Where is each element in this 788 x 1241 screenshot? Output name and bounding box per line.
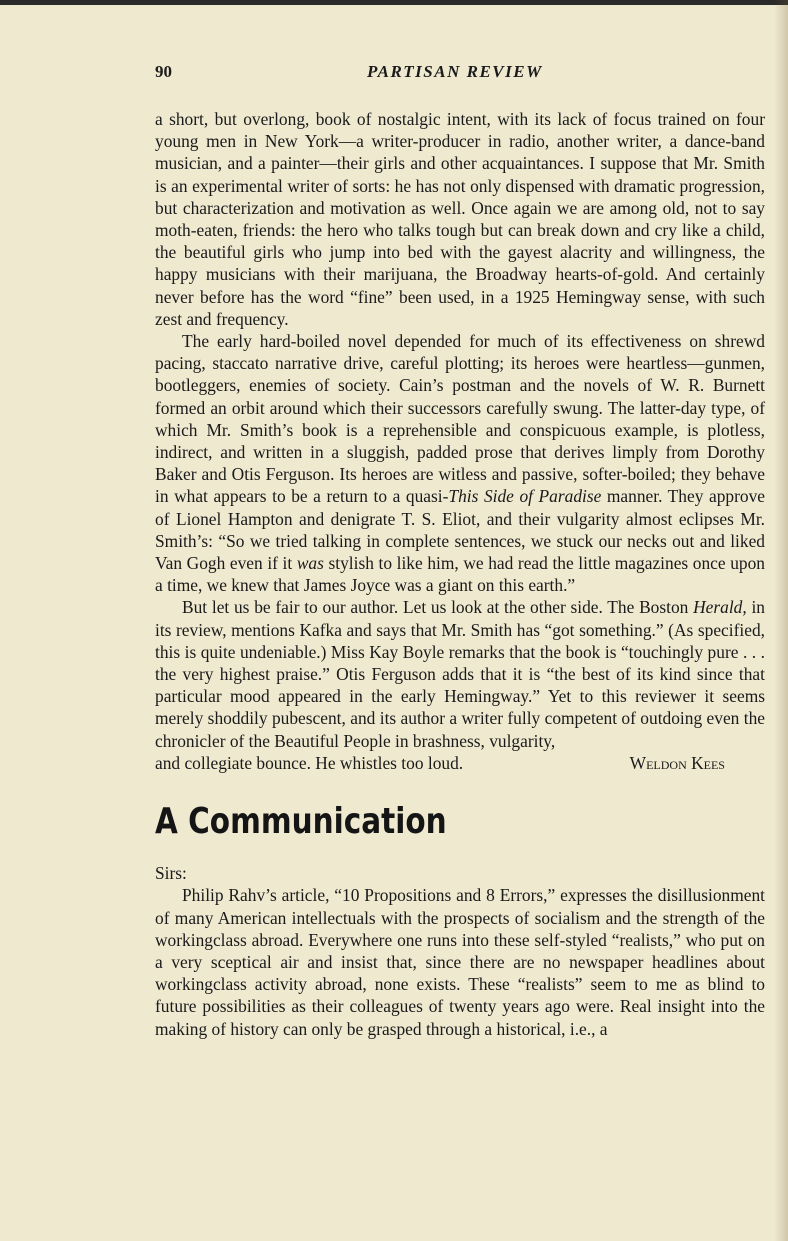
article-body <box>155 108 765 1040</box>
letter-paragraph-1: Philip Rahv’s article, “10 Propositions and 8 Errors,” expresses the disillusionment of many American intellectuals with the prospects of socialism and the strength of the workingclass abroad. Everywhere one runs into these self-styled “realists,” who put on a very sceptical air and insist that, since there are no newspaper headlines about workingclass activity abroad, none exists. These “realists” seem to me as blind to future possibilities as their colleagues of twenty years ago were. Real insight into the making of history can only be grasped through a historical, i.e., a <box>155 885 765 1039</box>
review-closing-sentence: and collegiate bounce. He whistles too loud. <box>155 752 464 773</box>
review-paragraph-3-text: But let us be fair to our author. Let us look at the other side. The Boston <box>182 597 694 618</box>
review-paragraph-2-text: The early hard-boiled novel depended for much of its effectiveness on shrewd pacing, staccato narrative drive, careful plotting; its heroes were heartless—gunmen, bootleggers, enemies of society. Cain’s postman and the novels of W. R. Burnett formed an orbit around which their successors carefully swung. The latter-day type, of which Mr. Smith’s book is a reprehensible and conspicuous example, is plotless, indirect, and written in a sluggish, padded prose that derives limply from Dorothy Baker and Otis Ferguson. Its heroes are witless and passive, softer-boiled; they behave in what appears to be a return to a quasi- <box>155 331 765 507</box>
page-number: 90 <box>155 62 172 81</box>
review-paragraph-2-end: stylish to like him, we had read the little magazines once upon a time, we knew that James Joyce was a giant on this earth.” <box>155 553 765 596</box>
closing-line <box>155 752 765 774</box>
emphasis-was: was <box>296 553 324 574</box>
page-edge-shadow <box>774 0 788 1241</box>
book-title-this-side-of-paradise: This Side of Paradise <box>448 486 602 507</box>
newspaper-herald: Herald, <box>693 597 747 618</box>
review-paragraph-2-tail: manner. They approve of Lionel Hampton and denigrate T. S. Eliot, and their vulgarity almost eclipses Mr. Smith’s: “So we tried talking in complete sentences, we stuck our necks out and liked Van Gogh even if it <box>155 486 765 574</box>
journal-title: PARTISAN REVIEW <box>367 62 543 81</box>
section-heading: A Communication <box>155 801 447 843</box>
review-paragraph-3 <box>155 596 765 751</box>
running-head <box>155 62 765 86</box>
top-edge-rule <box>0 0 788 5</box>
letter-salutation: Sirs: <box>155 863 187 884</box>
review-paragraph-3-tail: in its review, mentions Kafka and says that Mr. Smith has “got something.” (As specified, this is quite undeniable.) Miss Kay Boyle remarks that the book is “touchingly pure . . . the very highest praise.” Otis Ferguson adds that it is “the best of its kind since that particular mood appeared in the early Hemingway.” Yet to this reviewer it seems merely shoddily pubescent, and its author a writer fully competent of outdoing even the chronicler of the Beautiful People in brashness, vulgarity, <box>155 597 766 751</box>
author-signature: Weldon Kees <box>629 752 725 773</box>
review-paragraph-2 <box>155 330 765 596</box>
review-paragraph-1: a short, but overlong, book of nostalgic intent, with its lack of focus trained on four young men in New York—a writer-producer in radio, another writer, a dance-band musician, and a painter—their girls and other acquaintances. I suppose that Mr. Smith is an experimental writer of sorts: he has not only dispensed with dramatic progression, but characterization and motivation as well. Once again we are among old, not to say moth-eaten, friends: the hero who talks tough but can break down and cry like a child, the beautiful girls who jump into bed with the gayest alacrity and willingness, the happy musicians with their marijuana, the Broadway hearts-of-gold. And certainly never before has the word “fine” been used, in a 1925 Hemingway sense, with such zest and frequency. <box>155 109 765 329</box>
